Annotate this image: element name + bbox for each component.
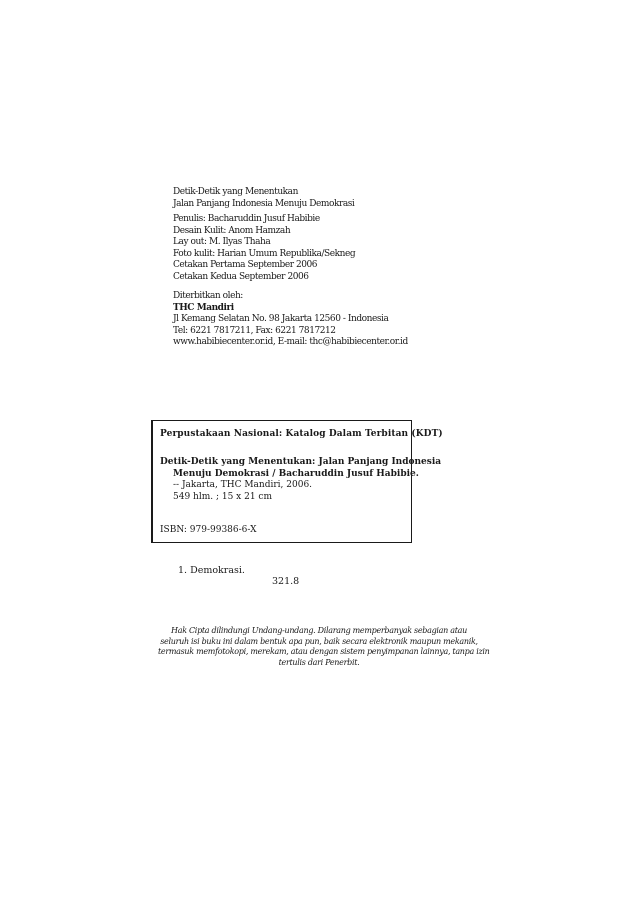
book-title-block [173,187,354,210]
book-title: Detik-Detik yang Menentukan [173,187,298,197]
copyright-notice [158,626,490,668]
copyright-line: termasuk memfotokopi, merekam, atau dengan sistem penyimpanan lainnya, tanpa izin [158,647,490,657]
layout-credit: Lay out: M. Ilyas Thaha [173,237,271,248]
catalog-classification: 321.8 [272,576,300,587]
credits-block [173,214,355,284]
catalog-entry-line: Menuju Demokrasi / Bacharuddin Jusuf Habibie. [173,468,419,479]
copyright-line: Hak Cipta dilindungi Undang-undang. Dilarang memperbanyak sebagian atau [171,626,467,635]
catalog-title: Perpustakaan Nasional: Katalog Dalam Terbitan (KDT) [160,429,443,439]
catalog-box [151,420,443,543]
second-printing: Cetakan Kedua September 2006 [173,271,309,282]
catalog-entry-line: -- Jakarta, THC Mandiri, 2006. [173,480,313,490]
book-subtitle: Jalan Panjang Indonesia Menuju Demokrasi [173,198,355,209]
copyright-line: seluruh isi buku ini dalam bentuk apa pun, baik secara elektronik maupun mekanik, [160,636,478,646]
copyright-line: tertulis dari Penerbit. [278,657,360,667]
catalog-entry [160,457,441,503]
catalog-entry-line: Detik-Detik yang Menentukan: Jalan Panjang Indonesia [160,457,442,467]
publisher-phone: Tel: 6221 7817211, Fax: 6221 7817212 [173,325,336,336]
publisher-address: Jl Kemang Selatan No. 98 Jakarta 12560 - Indonesia [173,314,389,325]
cover-photo-credit: Foto kulit: Harian Umum Republika/Sekneg [173,248,356,259]
publisher-block [173,291,408,349]
isbn: ISBN: 979-99386-6-X [160,525,257,535]
first-printing: Cetakan Pertama September 2006 [173,260,318,271]
publisher-web: www.habibiecenter.or.id, E-mail: thc@habibiecenter.or.id [173,337,408,348]
cover-design-credit: Desain Kulit: Anom Hamzah [173,225,291,236]
publisher-name: THC Mandiri [173,302,234,313]
author-credit: Penulis: Bacharuddin Jusuf Habibie [173,214,320,224]
publisher-label: Diterbitkan oleh: [173,291,243,301]
catalog-entry-line: 549 hlm. ; 15 x 21 cm [173,491,272,502]
catalog-subject: 1. Demokrasi. [178,565,245,576]
